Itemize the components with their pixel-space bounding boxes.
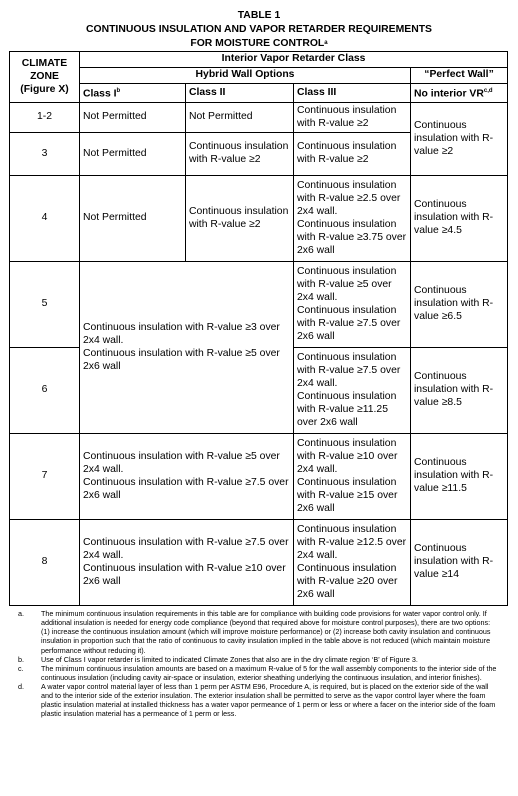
- class-2-cell: Continuous insulation with R-value ≥2: [186, 133, 294, 176]
- header-climate-zone-line-2: ZONE: [30, 70, 59, 82]
- class-3-cell: [294, 176, 411, 262]
- no-interior-vr-cell: Continuous insulation with R-value ≥2: [411, 103, 508, 176]
- requirements-table: [9, 51, 508, 606]
- class-3-2x6-text: Continuous insulation with R-value ≥11.25 over 2x6 wall: [297, 390, 397, 428]
- class-3-cell: [294, 348, 411, 434]
- no-interior-vr-cell: Continuous insulation with R-value ≥8.5: [411, 348, 508, 434]
- title-line-2: CONTINUOUS INSULATION AND VAPOR RETARDER REQUIREMENTS: [86, 24, 432, 35]
- header-climate-zone-line-1: CLIMATE: [21, 57, 68, 69]
- class-3-2x4-text: Continuous insulation with R-value ≥5 over 2x4 wall.: [297, 265, 397, 303]
- zone-cell: 6: [10, 348, 80, 434]
- zone-cell: 1-2: [10, 103, 80, 133]
- class-1-cell: Not Permitted: [80, 133, 186, 176]
- class-3-2x6-text: Continuous insulation with R-value ≥20 over 2x6 wall: [297, 562, 398, 600]
- header-class-1-label: Class I: [83, 88, 117, 100]
- footnote-c-text: The minimum continuous insulation amounts are based on a maximum R-value of 5 for the wall assembly components to the interior side of the continuous insulation (including cavity air-space or insulation, exterior sheathing underlying the continuous insulation, and interior finishes).: [41, 663, 497, 682]
- class-1-2-2x4-text: Continuous insulation with R-value ≥7.5 over 2x4 wall.: [83, 536, 289, 561]
- header-no-interior-vr-footnote: c,d: [483, 87, 493, 94]
- class-1-2-2x6-text: Continuous insulation with R-value ≥10 over 2x6 wall: [83, 562, 286, 587]
- footnote-c: [13, 664, 500, 682]
- table-row-zone-1-2: [10, 103, 508, 133]
- class-1-2-2x6-text: Continuous insulation with R-value ≥5 over 2x6 wall: [83, 347, 280, 372]
- header-no-interior-vr: [411, 83, 508, 102]
- class-1-cell: Not Permitted: [80, 176, 186, 262]
- class-3-cell: [294, 262, 411, 348]
- header-row-3: [10, 83, 508, 102]
- zone-cell: 3: [10, 133, 80, 176]
- zone-cell: 8: [10, 520, 80, 606]
- class-1-2-cell: [80, 520, 294, 606]
- no-interior-vr-cell: Continuous insulation with R-value ≥11.5: [411, 434, 508, 520]
- class-1-2-2x4-text: Continuous insulation with R-value ≥5 over 2x4 wall.: [83, 450, 280, 475]
- class-3-cell: Continuous insulation with R-value ≥2: [294, 133, 411, 176]
- footnotes: [13, 609, 500, 718]
- class-3-2x6-text: Continuous insulation with R-value ≥15 over 2x6 wall: [297, 476, 398, 514]
- class-3-2x4-text: Continuous insulation with R-value ≥7.5 over 2x4 wall.: [297, 351, 401, 389]
- footnote-d-text: A water vapor control material layer of less than 1 perm per ASTM E96, Procedure A, is required, but is placed on the exterior side of the wall and to the interior side of the exterior insulation. The exterior insulation shall be permitted to serve as the vapor control layer where the foam plastic insulation material at installed thickness has a water vapor permeance of 1 perm or less or where a facer on the interior side of the foam plastic insulation material has a permeance of 1 perm or less.: [41, 681, 496, 719]
- class-3-2x4-text: Continuous insulation with R-value ≥2.5 over 2x4 wall.: [297, 179, 401, 217]
- header-class-1: [80, 83, 186, 102]
- header-hybrid-wall-options: Hybrid Wall Options: [80, 67, 411, 83]
- class-1-2-2x4-text: Continuous insulation with R-value ≥3 over 2x4 wall.: [83, 321, 280, 346]
- class-3-2x6-text: Continuous insulation with R-value ≥7.5 over 2x6 wall: [297, 304, 401, 342]
- header-perfect-wall: “Perfect Wall”: [411, 67, 508, 83]
- footnote-b: [13, 655, 500, 664]
- class-3-2x4-text: Continuous insulation with R-value ≥10 over 2x4 wall.: [297, 437, 398, 475]
- class-2-cell: Not Permitted: [186, 103, 294, 133]
- class-3-cell: Continuous insulation with R-value ≥2: [294, 103, 411, 133]
- header-interior-vapor-retarder-class: Interior Vapor Retarder Class: [80, 52, 508, 68]
- footnote-d-letter: d.: [18, 681, 24, 691]
- footnote-b-letter: b.: [18, 654, 24, 664]
- header-class-1-footnote: b: [116, 87, 121, 94]
- zone-cell: 4: [10, 176, 80, 262]
- class-1-2-cell: [80, 434, 294, 520]
- footnote-a-letter: a.: [18, 609, 24, 619]
- footnote-d: [13, 682, 500, 718]
- title-line-3-text: FOR MOISTURE CONTROL: [190, 38, 325, 49]
- table-row-zone-8: [10, 520, 508, 606]
- class-3-cell: [294, 520, 411, 606]
- class-1-2-cell: [80, 262, 294, 434]
- class-3-2x6-text: Continuous insulation with R-value ≥3.75 over 2x6 wall: [297, 218, 407, 256]
- title-footnote-marker: a: [324, 40, 328, 46]
- table-row-zone-4: [10, 176, 508, 262]
- header-row-1: [10, 52, 508, 68]
- header-class-3: Class III: [294, 83, 411, 102]
- footnote-a-text: The minimum continuous insulation requirements in this table are for compliance with building code provisions for water vapor control only. If additional insulation is needed for energy code compliance (beyond that required above for moisture control purposes), there are two options: (1) increase the continuous insulation amount (which will improve moisture performance) or (2) increase both cavity insulation and continuous insulation in proportion such that the ratio of continuous to cavity insulation implied in the table above is not reduced (which maintain moisture performance without reducing it).: [41, 609, 491, 655]
- header-row-2: [10, 67, 508, 83]
- table-row-zone-5: [10, 262, 508, 348]
- table-wrapper: [0, 51, 518, 606]
- class-3-cell: [294, 434, 411, 520]
- title-line-1: TABLE 1: [237, 10, 281, 21]
- class-2-cell: Continuous insulation with R-value ≥2: [186, 176, 294, 262]
- class-3-2x4-text: Continuous insulation with R-value ≥12.5 over 2x4 wall.: [297, 523, 407, 561]
- zone-cell: 5: [10, 262, 80, 348]
- class-1-cell: Not Permitted: [80, 103, 186, 133]
- class-1-2-2x6-text: Continuous insulation with R-value ≥7.5 over 2x6 wall: [83, 476, 289, 501]
- footnote-a: [13, 609, 500, 654]
- footnote-c-letter: c.: [18, 663, 24, 673]
- header-class-2: Class II: [186, 83, 294, 102]
- table-row-zone-7: [10, 434, 508, 520]
- footnote-b-text: Use of Class I vapor retarder is limited to indicated Climate Zones that also are in the dry climate region ‘B’ of Figure 3.: [41, 654, 418, 664]
- page-title: [0, 9, 518, 51]
- no-interior-vr-cell: Continuous insulation with R-value ≥6.5: [411, 262, 508, 348]
- zone-cell: 7: [10, 434, 80, 520]
- no-interior-vr-cell: Continuous insulation with R-value ≥14: [411, 520, 508, 606]
- header-climate-zone: [10, 52, 80, 103]
- no-interior-vr-cell: Continuous insulation with R-value ≥4.5: [411, 176, 508, 262]
- header-climate-zone-line-3: (Figure X): [20, 83, 69, 95]
- header-no-interior-vr-label: No interior VR: [414, 88, 484, 100]
- title-line-3: [0, 37, 518, 51]
